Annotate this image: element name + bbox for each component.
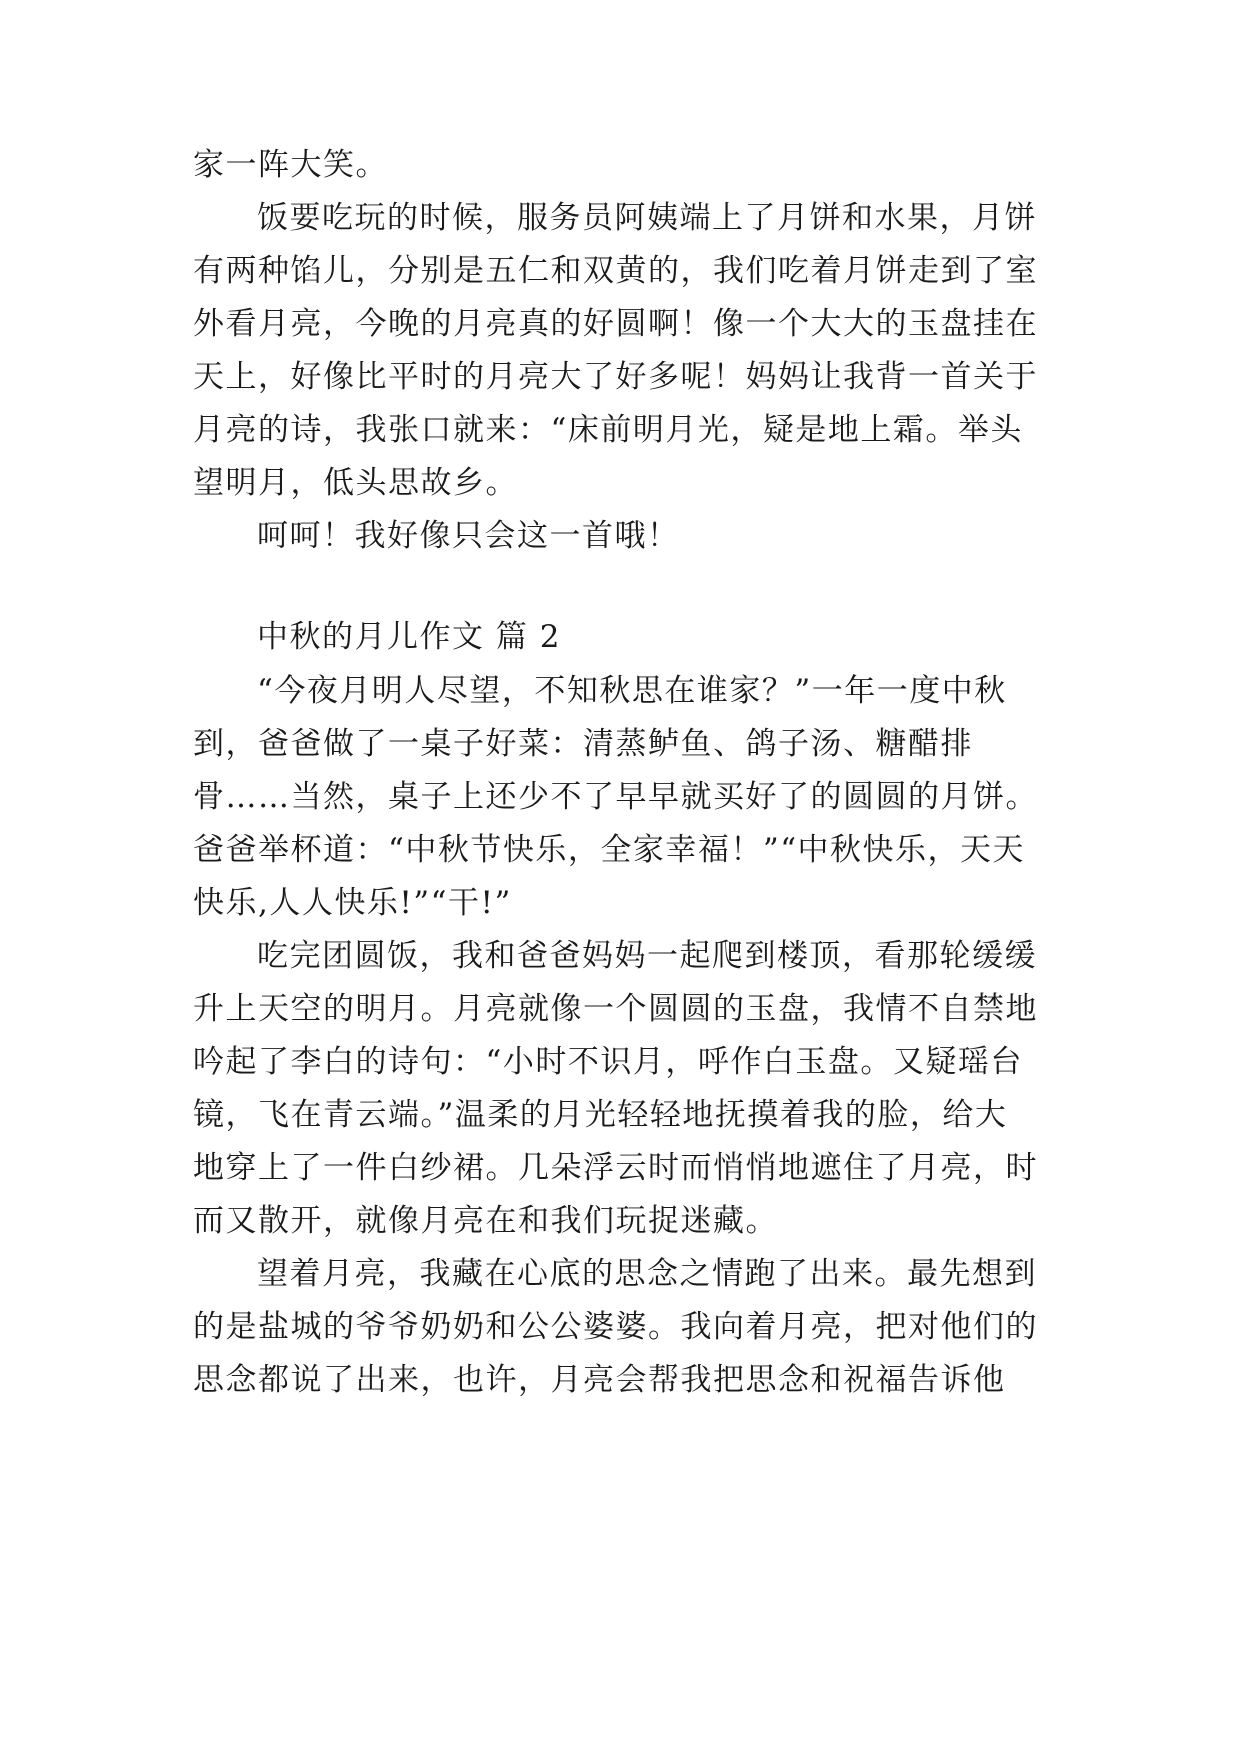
text-line: 外看月亮，今晚的月亮真的好圆啊！像一个大大的玉盘挂在: [193, 306, 1038, 342]
paragraph-first-line: 吃完团圆饭，我和爸爸妈妈一起爬到楼顶，看那轮缓缓: [257, 938, 1037, 974]
text-line: 升上天空的明月。月亮就像一个圆圆的玉盘，我情不自禁地: [193, 991, 1038, 1027]
section-heading: 中秋的月儿作文 篇 2: [257, 619, 561, 655]
text-line: 月亮的诗，我张口就来：“床前明月光，疑是地上霜。举头: [193, 412, 1023, 448]
text-line: 爸爸举杯道：“中秋节快乐，全家幸福！”“中秋快乐，天天: [193, 832, 1026, 868]
paragraph-first-line: 呵呵！我好像只会这一首哦！: [257, 518, 680, 554]
paragraph-first-line: “今夜月明人尽望，不知秋思在谁家？”一年一度中秋: [257, 673, 1007, 709]
text-line: 而又散开，就像月亮在和我们玩捉迷藏。: [193, 1203, 778, 1239]
text-line: 望明月，低头思故乡。: [193, 465, 518, 501]
text-line: 到，爸爸做了一桌子好菜：清蒸鲈鱼、鸽子汤、糖醋排: [193, 726, 973, 762]
text-line: 的是盐城的爷爷奶奶和公公婆婆。我向着月亮，把对他们的: [193, 1309, 1038, 1345]
text-line: 地穿上了一件白纱裙。几朵浮云时而悄悄地遮住了月亮，时: [193, 1150, 1038, 1186]
text-line: 镜，飞在青云端。”温柔的月光轻轻地抚摸着我的脸，给大: [193, 1097, 1008, 1133]
text-line: 快乐,人人快乐!”“干!”: [193, 885, 512, 921]
text-line: 吟起了李白的诗句：“小时不识月，呼作白玉盘。又疑瑶台: [193, 1044, 1023, 1080]
text-line: 家一阵大笑。: [193, 147, 388, 183]
text-line: 有两种馅儿，分别是五仁和双黄的，我们吃着月饼走到了室: [193, 253, 1038, 289]
text-line: 骨……当然，桌子上还少不了早早就买好了的圆圆的月饼。: [193, 779, 1038, 815]
paragraph-first-line: 望着月亮，我藏在心底的思念之情跑了出来。最先想到: [257, 1256, 1037, 1292]
text-line: 思念都说了出来，也许，月亮会帮我把思念和祝福告诉他: [193, 1362, 1006, 1398]
text-line: 天上，好像比平时的月亮大了好多呢！妈妈让我背一首关于: [193, 359, 1038, 395]
paragraph-first-line: 饭要吃玩的时候，服务员阿姨端上了月饼和水果，月饼: [257, 200, 1037, 236]
